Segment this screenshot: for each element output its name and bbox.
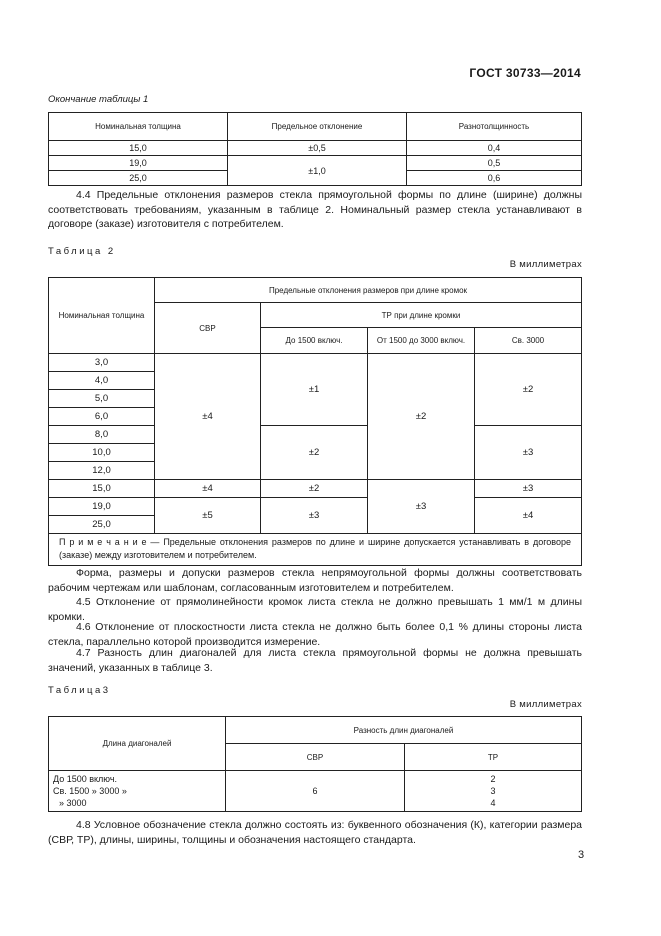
document-header: ГОСТ 30733—2014	[469, 66, 581, 80]
table3-tr-value: 4	[490, 798, 496, 808]
table3-cbr-value: 6	[226, 771, 405, 812]
table2-thickness: 12,0	[49, 462, 155, 480]
table2-header-tr-1500: До 1500 включ.	[261, 328, 368, 354]
table3-tr-value: 3	[490, 786, 496, 796]
table2-cell: ±5	[155, 498, 261, 534]
table3-header-cbr: СВР	[226, 744, 405, 771]
table1-cell: 0,5	[407, 156, 582, 171]
table3-tr-values	[405, 771, 582, 812]
table3-header-group: Разность длин диагоналей	[226, 717, 582, 744]
table2-header-tr-group: ТР при длине кромки	[261, 303, 582, 328]
table1-header-variation: Разнотолщинность	[407, 113, 582, 141]
table2-thickness: 19,0	[49, 498, 155, 516]
table2-caption: Таблица 2	[48, 246, 116, 257]
table2-cell: ±3	[475, 480, 582, 498]
table-row	[49, 480, 582, 498]
table1-header-deviation: Предельное отклонение	[228, 113, 407, 141]
table2-thickness: 15,0	[49, 480, 155, 498]
table2-thickness: 10,0	[49, 444, 155, 462]
table1-cell: ±0,5	[228, 141, 407, 156]
table3-length: До 1500 включ.	[53, 774, 118, 784]
table-3	[48, 716, 582, 812]
table2-note: П р и м е ч а н и е — Предельные отклонения размеров по длине и ширине допускается устанавливать в договоре (заказе) между изготовителем и потребителем.	[49, 534, 582, 566]
table3-lengths	[49, 771, 226, 812]
table2-cell: ±3	[368, 480, 475, 534]
table2-thickness: 8,0	[49, 426, 155, 444]
table2-cell: ±3	[261, 498, 368, 534]
table3-length: » 3000	[59, 798, 87, 808]
table-row	[49, 141, 582, 156]
table2-cell: ±1	[261, 354, 368, 426]
table-row	[49, 156, 582, 171]
table2-cell: ±2	[475, 354, 582, 426]
table2-header-cbr: СВР	[155, 303, 261, 354]
table2-thickness: 4,0	[49, 372, 155, 390]
table3-header-length: Длина диагоналей	[49, 717, 226, 771]
table3-caption: Таблица3	[48, 685, 111, 696]
paragraph-4-4: 4.4 Предельные отклонения размеров стекла прямоугольной формы по длине (ширине) должны соответствовать требованиям, указанным в таблице 2. Номинальный размер стекла устанавливают в договоре (заказе) изготовителя с потребителем.	[48, 189, 582, 230]
table-row	[49, 426, 582, 444]
table2-thickness: 25,0	[49, 516, 155, 534]
table-row	[49, 354, 582, 372]
table2-cell: ±4	[475, 498, 582, 534]
table2-cell: ±3	[475, 426, 582, 480]
table3-unit: В миллиметрах	[509, 699, 582, 710]
table2-cell: ±2	[261, 480, 368, 498]
table2-header-tr-3000: Св. 3000	[475, 328, 582, 354]
table2-unit: В миллиметрах	[509, 259, 582, 270]
table-1	[48, 112, 582, 186]
table2-header-group: Предельные отклонения размеров при длине кромок	[155, 278, 582, 303]
table-row	[49, 771, 582, 812]
paragraph-4-7: 4.7 Разность длин диагоналей для листа стекла прямоугольной формы не должна превышать значений, указанных в таблице 3.	[48, 647, 582, 674]
table1-cell: 0,6	[407, 171, 582, 186]
table2-thickness: 5,0	[49, 390, 155, 408]
table3-length: Св. 1500 » 3000 »	[53, 786, 127, 796]
table1-cell: 0,4	[407, 141, 582, 156]
table-row	[49, 498, 582, 516]
table2-cell: ±4	[155, 480, 261, 498]
table2-header-tr-1500-3000: От 1500 до 3000 включ.	[368, 328, 475, 354]
table2-thickness: 6,0	[49, 408, 155, 426]
table-2	[48, 277, 582, 566]
table1-cell: ±1,0	[228, 156, 407, 186]
table2-header-thickness: Номинальная толщина	[49, 278, 155, 354]
paragraph-4-6: 4.6 Отклонение от плоскостности листа стекла не должно быть более 0,1 % длины стороны листа стекла, параллельно которой производится измерение.	[48, 621, 582, 648]
paragraph-form: Форма, размеры и допуски размеров стекла непрямоугольной формы должны соответствовать рабочим чертежам или шаблонам, согласованным изготовителем и потребителем.	[48, 567, 582, 594]
table1-cell: 25,0	[49, 171, 228, 186]
paragraph-4-5: 4.5 Отклонение от прямолинейности кромок листа стекла не должно превышать 1 мм/1 м длины кромки.	[48, 596, 582, 623]
paragraph-4-8: 4.8 Условное обозначение стекла должно состоять из: буквенного обозначения (К), категории размера (СВР, ТР), длины, ширины, толщины и обозначения настоящего стандарта.	[48, 819, 582, 846]
table2-cell: ±2	[368, 354, 475, 480]
table3-header-tr: ТР	[405, 744, 582, 771]
page-number: 3	[578, 849, 585, 861]
table1-header-thickness: Номинальная толщина	[49, 113, 228, 141]
table1-cell: 19,0	[49, 156, 228, 171]
table2-cell: ±2	[261, 426, 368, 480]
table3-tr-value: 2	[490, 774, 496, 784]
table2-thickness: 3,0	[49, 354, 155, 372]
table2-cell: ±4	[155, 354, 261, 480]
table1-cell: 15,0	[49, 141, 228, 156]
table1-caption: Окончание таблицы 1	[48, 94, 149, 105]
